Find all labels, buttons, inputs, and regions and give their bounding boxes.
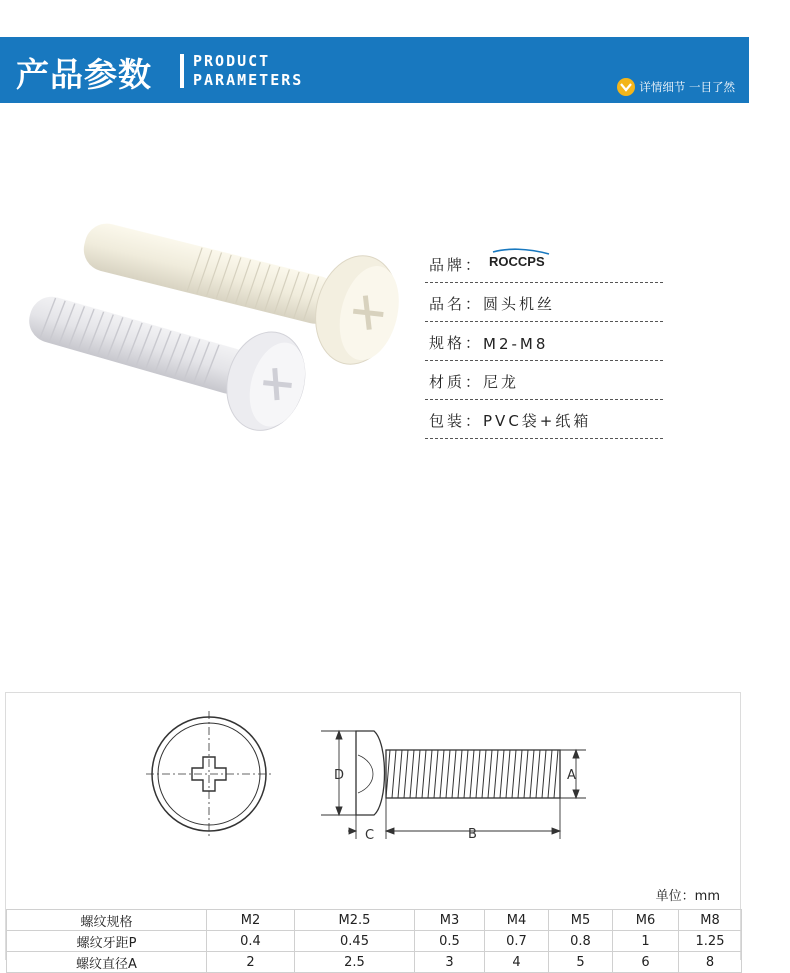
table-cell: 4: [485, 952, 549, 973]
spec-value: 尼龙: [483, 373, 520, 391]
head-top-view: [146, 711, 272, 837]
subtitle-line-1: PRODUCT: [193, 52, 271, 70]
detail-text: 详情细节 一目了然: [639, 80, 735, 94]
detail-hint: [617, 78, 735, 96]
spec-label: 包装：: [429, 412, 484, 430]
table-cell: 0.5: [415, 931, 485, 952]
spec-row-size: [425, 322, 663, 361]
table-cell: M6: [613, 910, 679, 931]
table-cell: 8: [679, 952, 742, 973]
brand-logo-text: ROCCPS: [489, 254, 545, 269]
dimension-label-a: A: [567, 768, 576, 783]
dimension-panel: [5, 692, 741, 972]
dimension-label-b: B: [468, 827, 477, 842]
brand-logo: [487, 249, 557, 271]
spec-row-brand: [425, 244, 663, 283]
table-cell: 0.4: [207, 931, 295, 952]
row-header: 螺纹规格: [7, 910, 207, 931]
screw-side-view: [356, 731, 560, 815]
table-cell: 5: [549, 952, 613, 973]
table-row: [7, 931, 742, 952]
table-cell: 6: [613, 952, 679, 973]
header-banner: [0, 37, 749, 103]
table-cell: 3: [415, 952, 485, 973]
table-cell: M2.5: [295, 910, 415, 931]
spec-value: M2-M8: [483, 335, 549, 353]
spec-label: 材质：: [429, 373, 484, 391]
page-subtitle: [193, 52, 303, 90]
row-header: 螺纹牙距P: [7, 931, 207, 952]
spec-label: 品名：: [429, 295, 484, 313]
subtitle-line-2: PARAMETERS: [193, 71, 304, 89]
spec-row-material: [425, 361, 663, 400]
page-title: 产品参数: [16, 55, 152, 94]
table-cell: 2.5: [295, 952, 415, 973]
chevron-down-icon: [617, 78, 635, 96]
dimension-table: [6, 909, 742, 973]
dimension-label-d: D: [334, 768, 345, 783]
table-cell: M2: [207, 910, 295, 931]
spec-value: PVC袋+纸箱: [483, 412, 592, 430]
product-photo: [15, 200, 410, 470]
table-row: [7, 910, 742, 931]
table-cell: 0.8: [549, 931, 613, 952]
spec-row-packaging: [425, 400, 663, 439]
row-header: 螺纹直径A: [7, 952, 207, 973]
spec-value: 圆头机丝: [483, 295, 556, 313]
spec-list: [425, 244, 663, 439]
table-cell: 1.25: [679, 931, 742, 952]
table-cell: M8: [679, 910, 742, 931]
table-cell: M3: [415, 910, 485, 931]
dimension-label-c: C: [365, 828, 375, 843]
table-cell: M5: [549, 910, 613, 931]
table-cell: M4: [485, 910, 549, 931]
table-cell: 1: [613, 931, 679, 952]
screw-drawing: [6, 693, 742, 883]
spec-label: 规格：: [429, 334, 484, 352]
table-cell: 0.7: [485, 931, 549, 952]
unit-label: 单位：mm: [655, 889, 720, 904]
spec-label: 品牌：: [429, 256, 484, 274]
table-cell: 0.45: [295, 931, 415, 952]
table-cell: 2: [207, 952, 295, 973]
table-row: [7, 952, 742, 973]
spec-row-name: [425, 283, 663, 322]
title-divider: [180, 54, 184, 88]
